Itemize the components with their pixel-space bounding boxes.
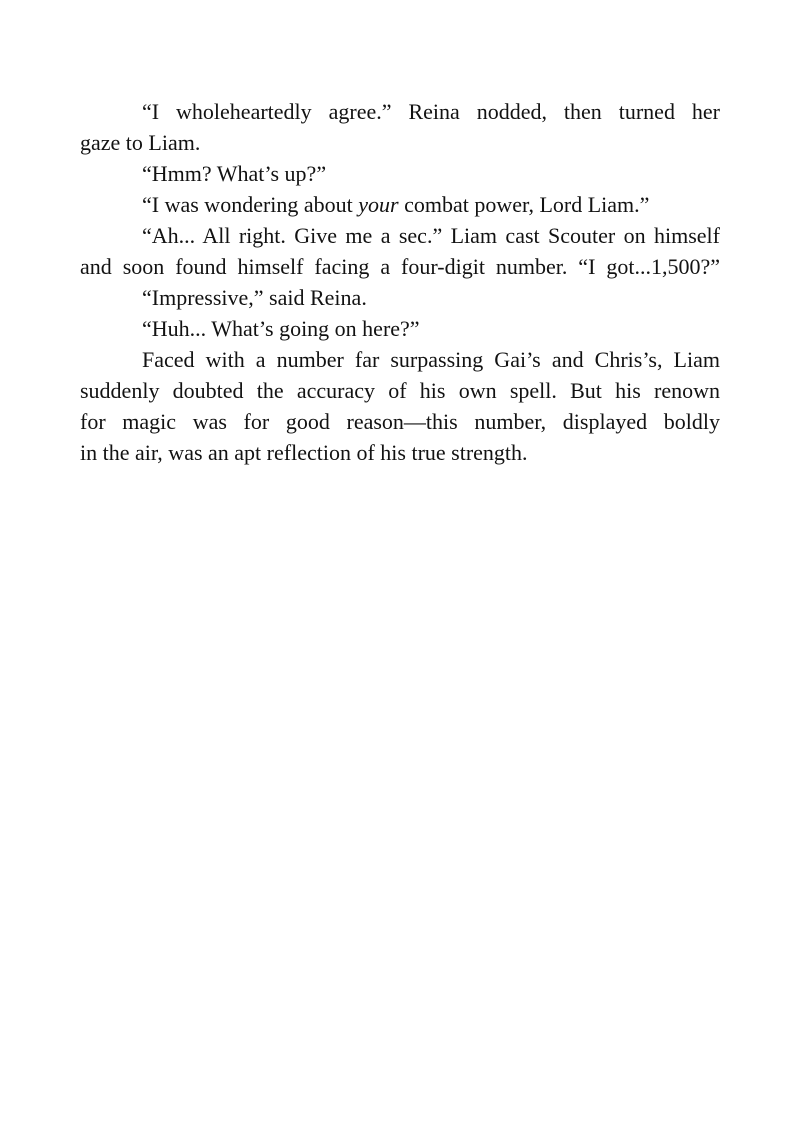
text-segment: gaze to Liam.	[80, 130, 201, 155]
text-line	[80, 251, 720, 282]
text-line	[80, 220, 720, 251]
text-line	[80, 127, 720, 158]
paragraph	[80, 220, 720, 282]
text-line	[80, 282, 720, 313]
page-text	[80, 96, 720, 468]
text-segment: “Impressive,” said Reina.	[142, 285, 367, 310]
text-segment: for magic was for good reason—this number, displayed boldly	[80, 409, 720, 434]
text-segment: “Hmm? What’s up?”	[142, 161, 327, 186]
paragraph	[80, 282, 720, 313]
text-line	[80, 437, 720, 468]
text-segment: “Huh... What’s going on here?”	[142, 316, 420, 341]
text-segment: “I was wondering about	[142, 192, 359, 217]
text-line	[80, 406, 720, 437]
text-segment: Faced with a number far surpassing Gai’s and Chris’s, Liam	[142, 347, 720, 372]
text-segment: suddenly doubted the accuracy of his own spell. But his renown	[80, 378, 720, 403]
text-line	[80, 189, 720, 220]
text-line	[80, 375, 720, 406]
paragraph	[80, 313, 720, 344]
text-segment: “I wholeheartedly agree.” Reina nodded, then turned her	[142, 99, 720, 124]
paragraph	[80, 189, 720, 220]
italic-text: your	[358, 192, 399, 217]
text-segment: in the air, was an apt reflection of his true strength.	[80, 440, 528, 465]
paragraph	[80, 158, 720, 189]
paragraph	[80, 344, 720, 468]
text-segment: “Ah... All right. Give me a sec.” Liam cast Scouter on himself	[142, 223, 720, 248]
text-line	[80, 96, 720, 127]
text-line	[80, 344, 720, 375]
text-line	[80, 313, 720, 344]
text-segment: and soon found himself facing a four-digit number. “I got...1,500?”	[80, 254, 720, 279]
text-segment: combat power, Lord Liam.”	[398, 192, 650, 217]
paragraph	[80, 96, 720, 158]
text-line	[80, 158, 720, 189]
